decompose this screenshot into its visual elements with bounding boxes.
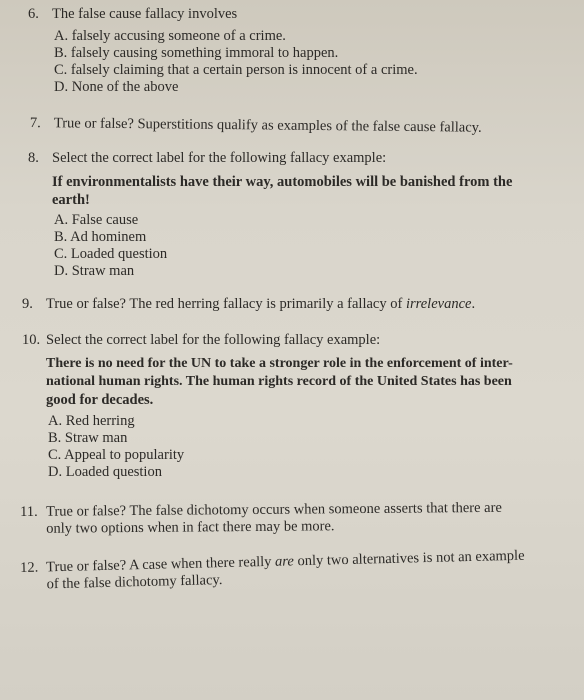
question-stem: The false cause fallacy involves xyxy=(52,6,238,22)
option-c: C. falsely claiming that a certain person is innocent of a crime. xyxy=(54,62,418,78)
option-b: B. Ad hominem xyxy=(54,229,147,245)
option-a: A. Red herring xyxy=(48,413,135,429)
option-d: D. Straw man xyxy=(54,263,135,279)
option-b: B. Straw man xyxy=(48,430,128,446)
question-number: 6. xyxy=(28,6,39,22)
question-stem-line: only two options when in fact there may be more. xyxy=(46,518,335,537)
fallacy-example-line: earth! xyxy=(52,192,90,208)
fallacy-example-line: national human rights. The human rights record of the United States has been xyxy=(46,374,512,389)
option-a: A. falsely accusing someone of a crime. xyxy=(54,28,286,44)
question-stem-line: of the false dichotomy fallacy. xyxy=(46,572,223,593)
option-b: B. falsely causing something immoral to happen. xyxy=(54,45,339,61)
question-stem: True or false? The red herring fallacy is primarily a fallacy of irrelevance. xyxy=(46,296,476,312)
question-number: 8. xyxy=(28,150,39,166)
option-c: C. Appeal to popularity xyxy=(48,447,185,463)
question-stem: Select the correct label for the following fallacy example: xyxy=(52,150,387,166)
fallacy-example-line: There is no need for the UN to take a stronger role in the enforcement of inter- xyxy=(46,356,513,371)
question-number: 10. xyxy=(22,332,41,348)
question-stem: True or false? Superstitions qualify as examples of the false cause fallacy. xyxy=(53,115,482,136)
option-c: C. Loaded question xyxy=(54,246,168,262)
fallacy-example-line: If environmentalists have their way, automobiles will be banished from the xyxy=(52,174,513,190)
fallacy-example-line: good for decades. xyxy=(46,392,154,408)
option-a: A. False cause xyxy=(54,212,139,228)
question-number: 7. xyxy=(29,115,41,132)
option-d: D. None of the above xyxy=(54,79,179,95)
question-stem: Select the correct label for the following fallacy example: xyxy=(46,332,381,348)
question-number: 11. xyxy=(20,503,38,520)
question-stem-line: True or false? A case when there really are only two alternatives is not an example xyxy=(45,547,525,576)
question-number: 9. xyxy=(22,296,33,312)
option-d: D. Loaded question xyxy=(48,464,162,480)
question-number: 12. xyxy=(20,559,39,576)
question-stem-line: True or false? The false dichotomy occurs when someone asserts that there are xyxy=(45,499,502,520)
